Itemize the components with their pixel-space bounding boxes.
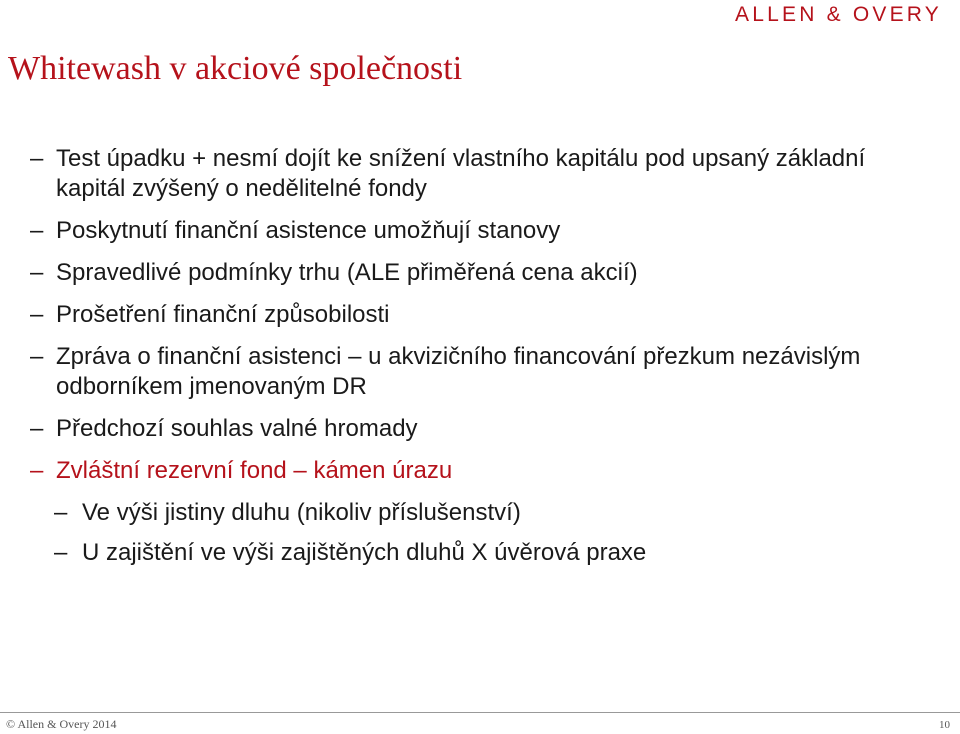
bullet-item-highlighted bbox=[30, 456, 930, 486]
sub-bullet-text: Ve výši jistiny dluhu (nikoliv příslušenství) bbox=[82, 499, 521, 526]
bullet-item bbox=[30, 300, 930, 330]
bullet-item bbox=[30, 258, 930, 288]
footer-divider bbox=[0, 712, 960, 713]
bullet-list bbox=[30, 144, 930, 578]
dash-bullet: – bbox=[30, 415, 44, 442]
bullet-item bbox=[30, 342, 930, 402]
bullet-text: Poskytnutí finanční asistence umožňují stanovy bbox=[56, 217, 561, 244]
dash-bullet: – bbox=[54, 539, 68, 566]
dash-bullet: – bbox=[30, 343, 44, 370]
dash-bullet: – bbox=[30, 217, 44, 244]
dash-bullet: – bbox=[30, 301, 44, 328]
bullet-text: Předchozí souhlas valné hromady bbox=[56, 415, 418, 442]
copyright-notice: © Allen & Overy 2014 bbox=[6, 717, 117, 731]
bullet-text: Zvláštní rezervní fond – kámen úrazu bbox=[56, 457, 453, 484]
bullet-text: Prošetření finanční způsobilosti bbox=[56, 301, 390, 328]
dash-bullet: – bbox=[30, 259, 44, 286]
bullet-item bbox=[30, 414, 930, 444]
page-number: 10 bbox=[939, 719, 950, 731]
dash-bullet: – bbox=[54, 499, 68, 526]
bullet-text: Spravedlivé podmínky trhu (ALE přiměřená cena akcií) bbox=[56, 259, 638, 286]
bullet-text: Test úpadku + nesmí dojít ke snížení vlastního kapitálu pod upsaný základní kapitál zvýšený o nedělitelné fondy bbox=[56, 145, 866, 202]
slide-title: Whitewash v akciové společnosti bbox=[8, 50, 463, 87]
bullet-item bbox=[30, 216, 930, 246]
sub-bullet-text: U zajištění ve výši zajištěných dluhů X úvěrová praxe bbox=[82, 539, 647, 566]
sub-bullet-item bbox=[30, 498, 930, 528]
dash-bullet: – bbox=[30, 457, 44, 484]
bullet-text: Zpráva o finanční asistenci – u akvizičního financování přezkum nezávislým odborníkem jmenovaným DR bbox=[56, 343, 861, 400]
bullet-item bbox=[30, 144, 930, 204]
dash-bullet: – bbox=[30, 145, 44, 172]
company-logo: ALLEN & OVERY bbox=[735, 3, 942, 26]
sub-bullet-item bbox=[30, 538, 930, 568]
